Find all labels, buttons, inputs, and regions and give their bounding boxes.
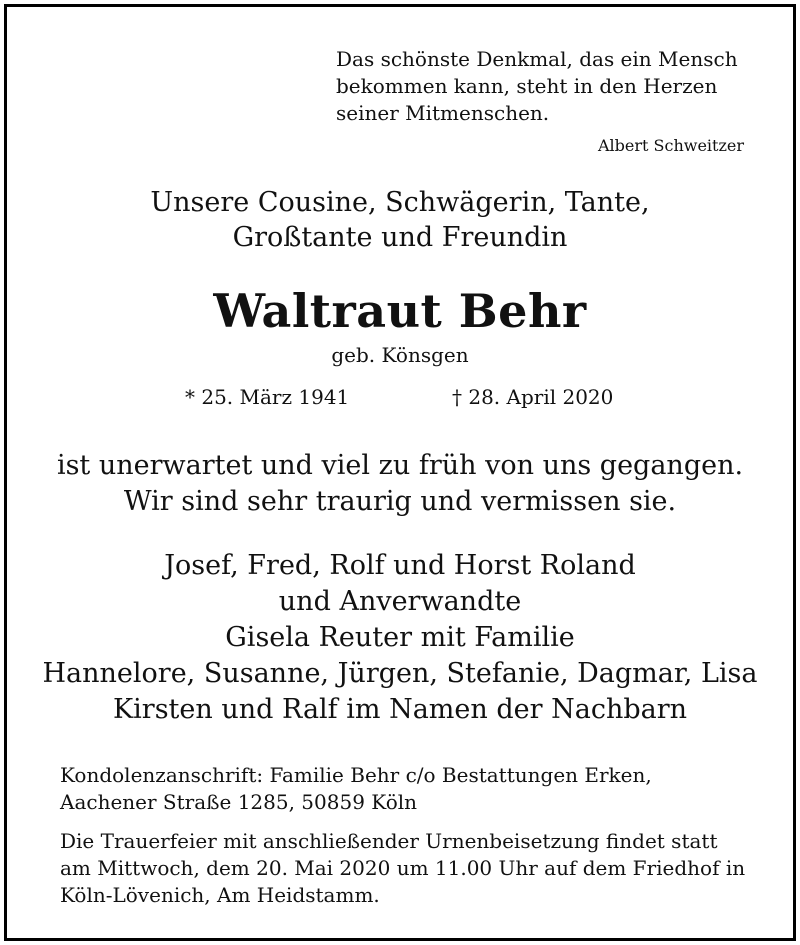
mourner-line: Kirsten und Ralf im Namen der Nachbarn <box>112 694 688 725</box>
quote-line: Das schönste Denkmal, das ein Mensch <box>336 47 738 71</box>
mourner-line: Hannelore, Susanne, Jürgen, Stefanie, Dagmar, Lisa <box>42 658 758 689</box>
condolence-address <box>60 762 652 816</box>
quote-text <box>336 46 746 127</box>
service-line: am Mittwoch, dem 20. Mai 2020 um 11.00 Uhr auf dem Friedhof in <box>60 856 746 880</box>
statement-text <box>0 448 800 520</box>
service-line: Köln-Lövenich, Am Heidstamm. <box>60 883 380 907</box>
statement-line: ist unerwartet und viel zu früh von uns gegangen. <box>56 450 744 481</box>
relation-line: Großtante und Freundin <box>232 222 568 253</box>
birth-name: geb. Könsgen <box>331 343 469 367</box>
birth-date: * 25. März 1941 <box>185 385 350 409</box>
address-line: Kondolenzanschrift: Familie Behr c/o Bestattungen Erken, <box>60 763 652 787</box>
address-line: Aachener Straße 1285, 50859 Köln <box>60 790 418 814</box>
deceased-name: Waltraut Behr <box>213 284 587 338</box>
mourner-line: Gisela Reuter mit Familie <box>225 622 575 653</box>
service-line: Die Trauerfeier mit anschließender Urnenbeisetzung findet statt <box>60 829 718 853</box>
quote-line: bekommen kann, steht in den Herzen <box>336 74 718 98</box>
mourner-line: Josef, Fred, Rolf und Horst Roland <box>164 550 636 581</box>
mourners-list <box>0 548 800 728</box>
relation-text <box>0 185 800 255</box>
statement-line: Wir sind sehr traurig und vermissen sie. <box>123 486 677 517</box>
quote-line: seiner Mitmenschen. <box>336 101 550 125</box>
death-date: † 28. April 2020 <box>452 385 614 409</box>
relation-line: Unsere Cousine, Schwägerin, Tante, <box>150 187 650 218</box>
mourner-line: und Anverwandte <box>278 586 522 617</box>
service-info <box>60 828 745 909</box>
quote-author: Albert Schweitzer <box>597 136 744 155</box>
